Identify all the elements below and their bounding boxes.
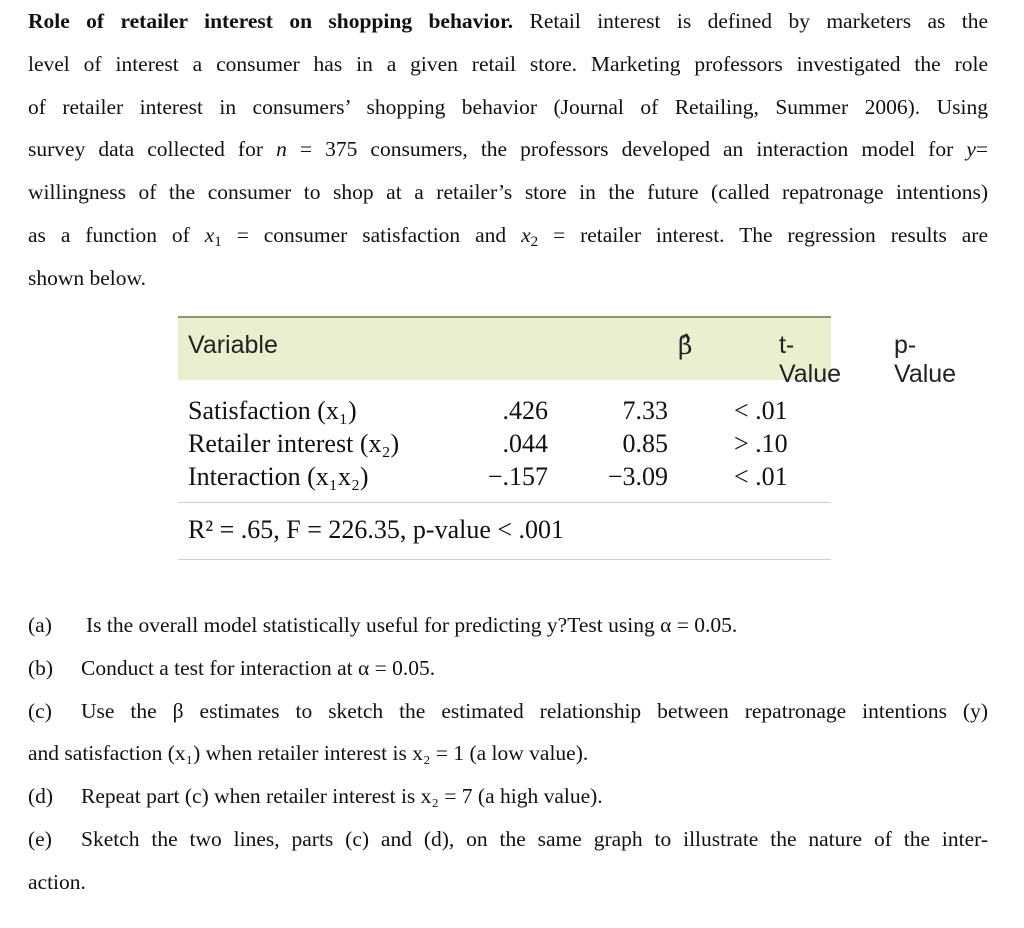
- question-d: (d) Repeat part (c) when retailer interest is x₂ = 7 (a high value).: [28, 784, 603, 809]
- question-a: (a) Is the overall model statistically useful for predicting y?Test using α = 0.05.: [28, 613, 738, 637]
- question-e: (e) Sketch the two lines, parts (c) and (d), on the same graph to illustrate the nature of the inter-: [28, 826, 988, 851]
- header-p-value: p-Value: [894, 331, 957, 388]
- regression-table: [178, 316, 957, 560]
- table-row: Satisfaction (x₁) .426 7.33 < .01: [188, 396, 788, 425]
- intro-line-6: as a function of $x_1$ = consumer satisfaction and $x_2$ = retailer interest. The regression results are: [28, 222, 989, 250]
- intro-line-1: Role of retailer interest on shopping behavior. Retail interest is defined by marketers as the: [28, 9, 989, 33]
- question-c: (c) Use the β estimates to sketch the estimated relationship between repatronage intentions (y): [28, 698, 988, 723]
- math-x1: $x_1$: [204, 222, 222, 250]
- question-e-continued: action.: [28, 869, 86, 894]
- header-variable: Variable: [188, 331, 278, 359]
- table-row: Retailer interest (x₂) .044 0.85 > .10: [188, 429, 788, 458]
- header-beta: β̂: [678, 331, 693, 360]
- intro-line-5: willingness of the consumer to shop at a retailer’s store in the future (called repatronage intentions): [28, 180, 988, 205]
- intro-paragraph: [28, 0, 988, 300]
- table-row: Interaction (x₁x₂) −.157 −3.09 < .01: [188, 462, 788, 491]
- question-c-continued: and satisfaction (x₁) when retailer interest is x₂ = 1 (a low value).: [28, 741, 589, 766]
- intro-line-3: of retailer interest in consumers’ shopping behavior (Journal of Retailing, Summer 2006). Using: [28, 94, 988, 119]
- intro-line-7: shown below.: [28, 265, 147, 290]
- math-n: n: [276, 137, 287, 162]
- table-footer: [178, 503, 831, 560]
- math-x2: $x_2$: [521, 222, 539, 250]
- problem-text: [28, 0, 988, 300]
- math-y: y: [966, 137, 976, 162]
- model-fit-summary: R² = .65, F = 226.35, p-value < .001: [188, 515, 565, 544]
- questions-list: [28, 604, 988, 904]
- header-t-value: t-Value: [778, 331, 842, 388]
- intro-line-4: survey data collected for n = 375 consumers, the professors developed an interaction model for y=: [28, 137, 989, 162]
- table-header: [178, 316, 957, 388]
- table-body: [178, 380, 831, 503]
- question-b: (b) Conduct a test for interaction at α = 0.05.: [28, 655, 436, 680]
- intro-line-2: level of interest a consumer has in a given retail store. Marketing professors investigated the role: [28, 51, 988, 76]
- problem-title: Role of retailer interest on shopping behavior.: [28, 9, 514, 33]
